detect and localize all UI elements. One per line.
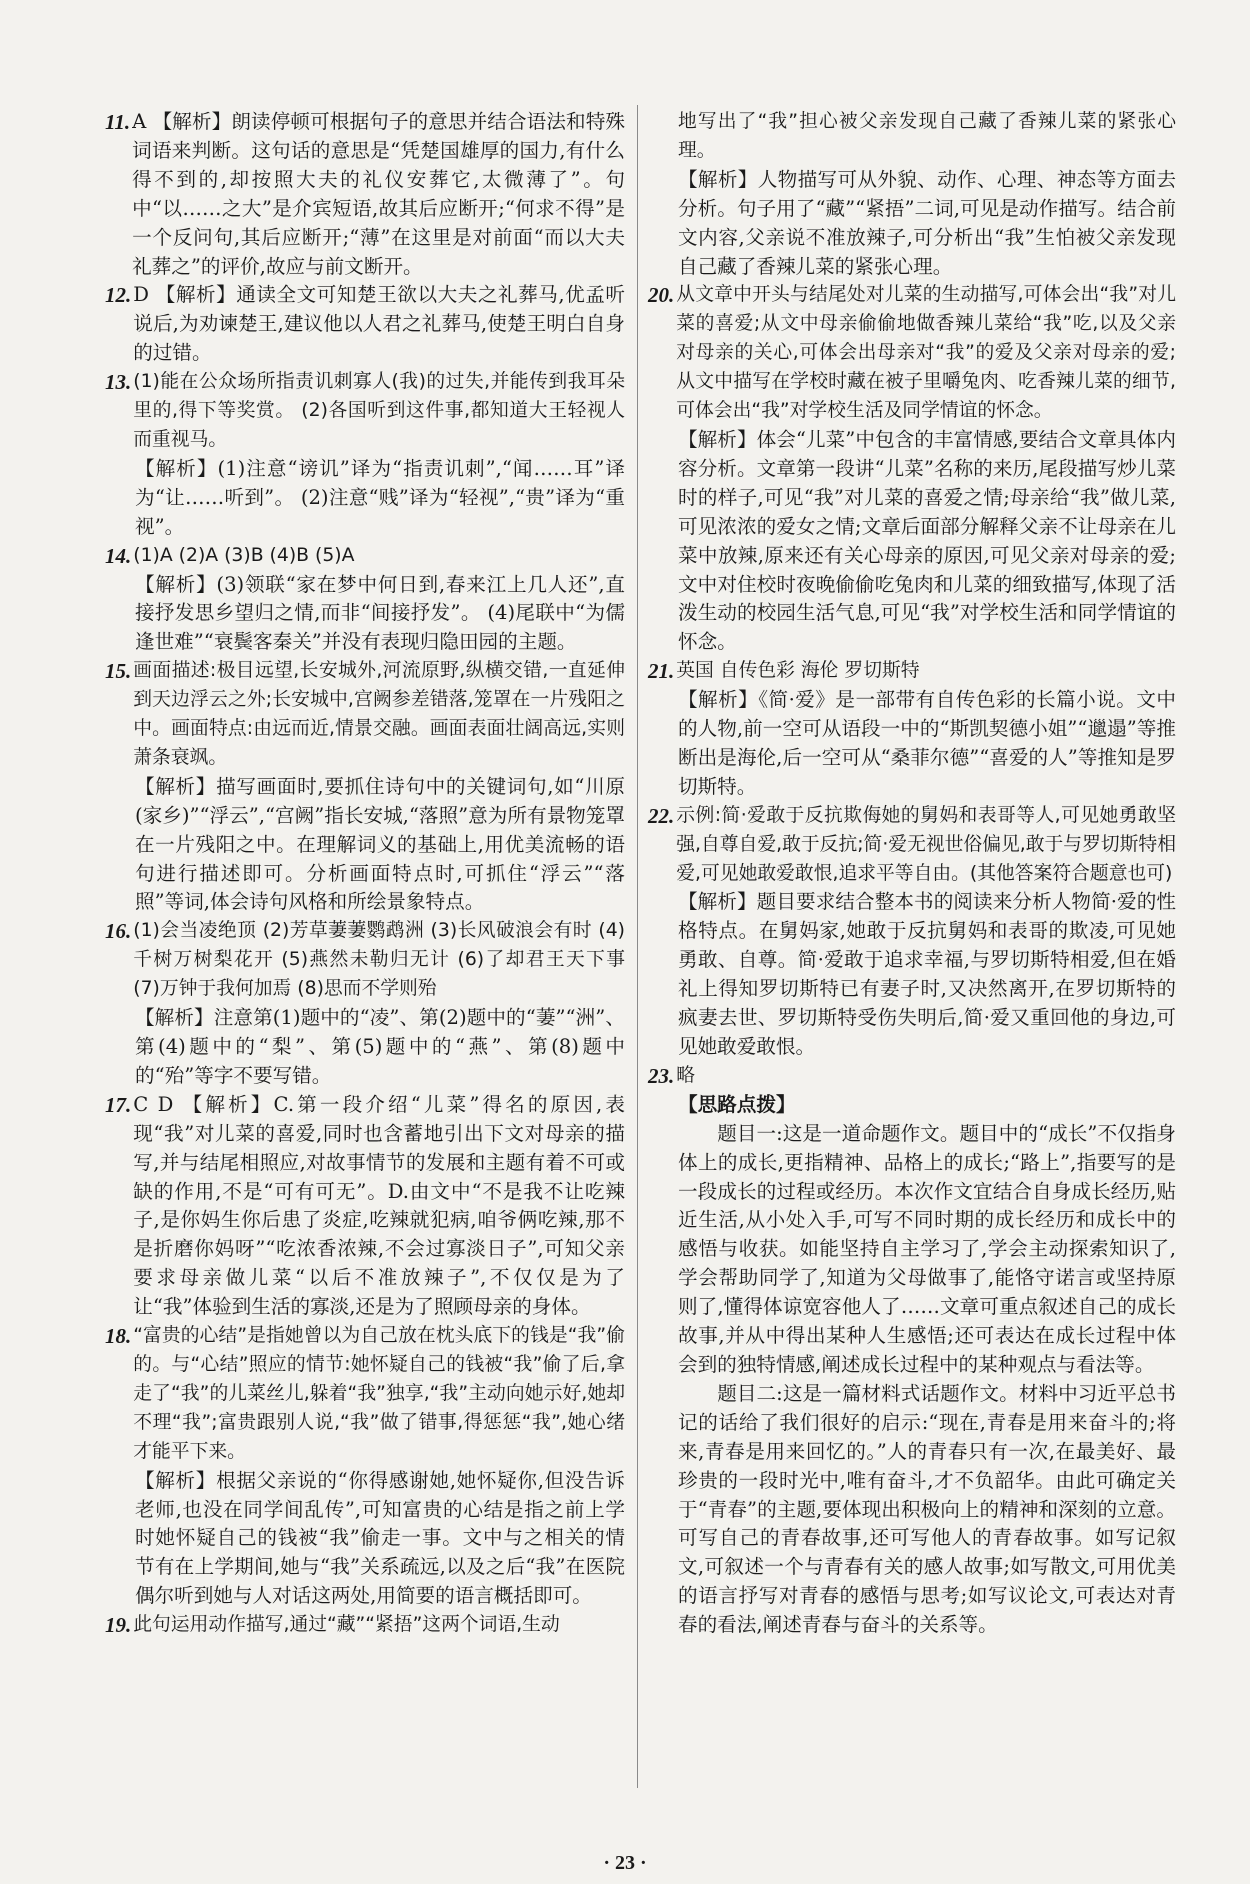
- answer-text: 地写出了“我”担心被父亲发现自己藏了香辣儿菜的紧张心理。: [678, 111, 1176, 161]
- question-number: 19.: [105, 1613, 132, 1638]
- question-number: 13.: [105, 370, 132, 395]
- question-number: 22.: [648, 803, 675, 828]
- answer-text: D 【解析】通读全文可知楚王欲以大夫之礼葬马,优孟听说后,为劝谏楚王,建议他以人君之礼葬马,使楚王明白自身的过错。: [133, 283, 625, 365]
- answer-text: (1)会当凌绝顶 (2)芳草萋萋鹦鹉洲 (3)长风破浪会有时 (4)千树万树梨花开 (5)燕然未勒归无计 (6)了却君王天下事 (7)万钟于我何加焉 (8)思而不学则殆: [133, 920, 625, 1000]
- question-13: [105, 368, 625, 455]
- analysis-text: 【解析】《简·爱》是一部带有自传色彩的长篇小说。文中的人物,前一空可从语段一中的“斯凯契德小姐”“邋遢”等推断出是海伦,后一空可从“桑菲尔德”“喜爱的人”等推知是罗切斯特。: [678, 688, 1176, 798]
- analysis-text: 【解析】题目要求结合整本书的阅读来分析人物简·爱的性格特点。在舅妈家,她敢于反抗舅妈和表哥的欺凌,可见她勇敢、自尊。简·爱敢于追求幸福,与罗切斯特相爱,但在婚礼上得知罗切斯特已有妻子时,又决然离开,在罗切斯特的疯妻去世、罗切斯特受伤失明后,简·爱又重回他的身边,可见她敢爱敢恨。: [678, 890, 1176, 1058]
- question-number: 18.: [105, 1324, 132, 1349]
- answer-text: (1)A (2)A (3)B (4)B (5)A: [133, 544, 355, 566]
- answer-text: 示例:简·爱敢于反抗欺侮她的舅妈和表哥等人,可见她勇敢坚强,自尊自爱,敢于反抗;简·爱无视世俗偏见,敢于与罗切斯特相爱,可见她敢爱敢恨,追求平等自由。(其他答案符合题意也可): [676, 804, 1176, 884]
- question-number: 17.: [105, 1092, 132, 1117]
- analysis-text: 【解析】注意第(1)题中的“凌”、第(2)题中的“萋”“洲”、第(4)题中的“梨”、第(5)题中的“燕”、第(8)题中的“殆”等字不要写错。: [135, 1006, 625, 1087]
- answer-text: A 【解析】朗读停顿可根据句子的意思并结合语法和特殊词语来判断。这句话的意思是“凭楚国雄厚的国力,有什么得不到的,却按照大夫的礼仪安葬它,太微薄了”。句中“以……之大”是介宾短语,故其后应断开;“何求不得”是一个反问句,其后应断开;“薄”在这里是对前面“而以大夫礼葬之”的评价,故应与前文断开。: [132, 110, 625, 278]
- question-16: [105, 917, 625, 1004]
- analysis-text: 【解析】描写画面时,要抓住诗句中的关键词句,如“川原(家乡)”“浮云”,“宫阙”指长安城,“落照”意为所有景物笼罩在一片残阳之中。在理解词义的基础上,用优美流畅的语句进行描述即可。分析画面特点时,可抓住“浮云”“落照”等词,体会诗句风格和所绘景象特点。: [135, 774, 625, 914]
- question-11: [105, 108, 625, 281]
- right-column: [648, 108, 1176, 1640]
- analysis-text: 【解析】(1)注意“谤讥”译为“指责讥刺”,“闻……耳”译为“让……听到”。 (2)注意“贱”译为“轻视”,“贵”译为“重视”。: [135, 456, 625, 538]
- analysis-text: 【解析】人物描写可从外貌、动作、心理、神态等方面去分析。句子用了“藏”“紧捂”二词,可见是动作描写。结合前文内容,父亲说不准放辣子,可分析出“我”生怕被父亲发现自己藏了香辣儿菜的紧张心理。: [678, 167, 1176, 278]
- question-number: 14.: [105, 543, 132, 568]
- answer-text: C D 【解析】C.第一段介绍“儿菜”得名的原因,表现“我”对儿菜的喜爱,同时也含蓄地引出下文对母亲的描写,并与结尾相照应,对故事情节的发展和主题有着不可或缺的作用,不是“可有可无”。D.由文中“不是我不让吃辣子,是你妈生你后患了炎症,吃辣就犯病,咱爷俩吃辣,那不是折磨你妈呀”“吃浓香浓辣,不会过寡淡日子”,可知父亲要求母亲做儿菜“以后不准放辣子”,不仅仅是为了让“我”体验到生活的寡淡,还是为了照顾母亲的身体。: [133, 1092, 625, 1319]
- question-19: [105, 1611, 625, 1640]
- answer-text: 略: [676, 1064, 696, 1086]
- question-number: 21.: [648, 659, 675, 684]
- question-15: [105, 657, 625, 773]
- question-number: 12.: [105, 283, 132, 308]
- question-number: 20.: [648, 283, 675, 308]
- question-20: [648, 281, 1176, 426]
- question-17: [105, 1091, 625, 1322]
- tips-heading: 【思路点拨】: [678, 1092, 796, 1116]
- answer-text: 从文章中开头与结尾处对儿菜的生动描写,可体会出“我”对儿菜的喜爱;从文中母亲偷偷地做香辣儿菜给“我”吃,以及父亲对母亲的关心,可体会出母亲对“我”的爱及父亲对母亲的爱;从文中描写在学校时藏在被子里嚼兔肉、吃香辣儿菜的细节,可体会出“我”对学校生活及同学情谊的怀念。: [676, 284, 1176, 422]
- analysis-text: 【解析】体会“儿菜”中包含的丰富情感,要结合文章具体内容分析。文章第一段讲“儿菜”名称的来历,尾段描写炒儿菜时的样子,可见“我”对儿菜的喜爱之情;母亲给“我”做儿菜,可见浓浓的爱女之情;文章后面部分解释父亲不让母亲在儿菜中放辣,原来还有关心母亲的原因,可见父亲对母亲的爱;文中对住校时夜晚偷偷吃兔肉和儿菜的细致描写,体现了活泼生动的校园生活气息,可见“我”对学校生活和同学情谊的怀念。: [678, 427, 1176, 654]
- left-column: [105, 108, 625, 1640]
- answer-text: 此句运用动作描写,通过“藏”“紧捂”这两个词语,生动: [133, 1614, 560, 1636]
- analysis-text: 【解析】(3)领联“家在梦中何日到,春来江上几人还”,直接抒发思乡望归之情,而非“间接抒发”。 (4)尾联中“为儒逢世难”“衰鬓客秦关”并没有表现归隐田园的主题。: [135, 572, 625, 654]
- answer-text: 画面描述:极目远望,长安城外,河流原野,纵横交错,一直延伸到天边浮云之外;长安城中,宫阙参差错落,笼罩在一片残阳之中。画面特点:由远而近,情景交融。画面表面壮阔高远,实则萧条衰飒。: [133, 660, 625, 768]
- question-number: 16.: [105, 919, 132, 944]
- question-12: [105, 281, 625, 368]
- question-number: 15.: [105, 659, 132, 684]
- tips-paragraph-2: 题目二:这是一篇材料式话题作文。材料中习近平总书记的话给了我们很好的启示:“现在,青春是用来奋斗的;将来,青春是用来回忆的。”人的青春只有一次,在最美好、最珍贵的一段时光中,唯有奋斗,才不负韶华。由此可确定关于“青春”的主题,要体现出积极向上的精神和深刻的立意。可写自己的青春故事,还可写他人的青春故事。如写记叙文,可叙述一个与青春有关的感人故事;如写散文,可用优美的语言抒写对青春的感悟与思考;如写议论文,可表达对青春的看法,阐述青春与奋斗的关系等。: [678, 1381, 1176, 1637]
- question-14: [105, 542, 625, 571]
- page-number: · 23 ·: [603, 1852, 647, 1874]
- question-number: 23.: [648, 1063, 675, 1088]
- answer-text: (1)能在公众场所指责讥刺寡人(我)的过失,并能传到我耳朵里的,得下等奖赏。 (2)各国听到这件事,都知道大王轻视人而重视马。: [133, 371, 625, 450]
- question-21: [648, 657, 1176, 686]
- tips-paragraph-1: 题目一:这是一道命题作文。题目中的“成长”不仅指身体上的成长,更指精神、品格上的成长;“路上”,指要写的是一段成长的过程或经历。本次作文宜结合自身成长经历,贴近生活,从小处入手,可写不同时期的成长经历和成长中的感悟与收获。如能坚持自主学习了,学会主动探索知识了,学会帮助同学了,知道为父母做事了,能恪守诺言或坚持原则了,懂得体谅宽容他人了……文章可重点叙述自己的成长故事,并从中得出某种人生感悟;还可表达在成长过程中体会到的独特情感,阐述成长过程中的某种观点与看法等。: [678, 1121, 1176, 1376]
- column-divider: [637, 105, 638, 1788]
- answer-text: 英国 自传色彩 海伦 罗切斯特: [676, 660, 920, 682]
- analysis-text: 【解析】根据父亲说的“你得感谢她,她怀疑你,但没告诉老师,也没在同学间乱传”,可知富贵的心结是指之前上学时她怀疑自己的钱被“我”偷走一事。文中与之相关的情节有在上学期间,她与“我”关系疏远,以及之后“我”在医院偶尔听到她与人对话这两处,用简要的语言概括即可。: [135, 1468, 625, 1608]
- question-18: [105, 1322, 625, 1467]
- question-number: 11.: [105, 110, 131, 134]
- answer-text: “富贵的心结”是指她曾以为自己放在枕头底下的钱是“我”偷的。与“心结”照应的情节:她怀疑自己的钱被“我”偷了后,拿走了“我”的儿菜丝儿,躲着“我”独享,“我”主动向她示好,她却不理“我”;富贵跟别人说,“我”做了错事,得惩惩“我”,她心绪才能平下来。: [133, 1325, 625, 1462]
- question-23: [648, 1062, 1176, 1091]
- question-22: [648, 802, 1176, 889]
